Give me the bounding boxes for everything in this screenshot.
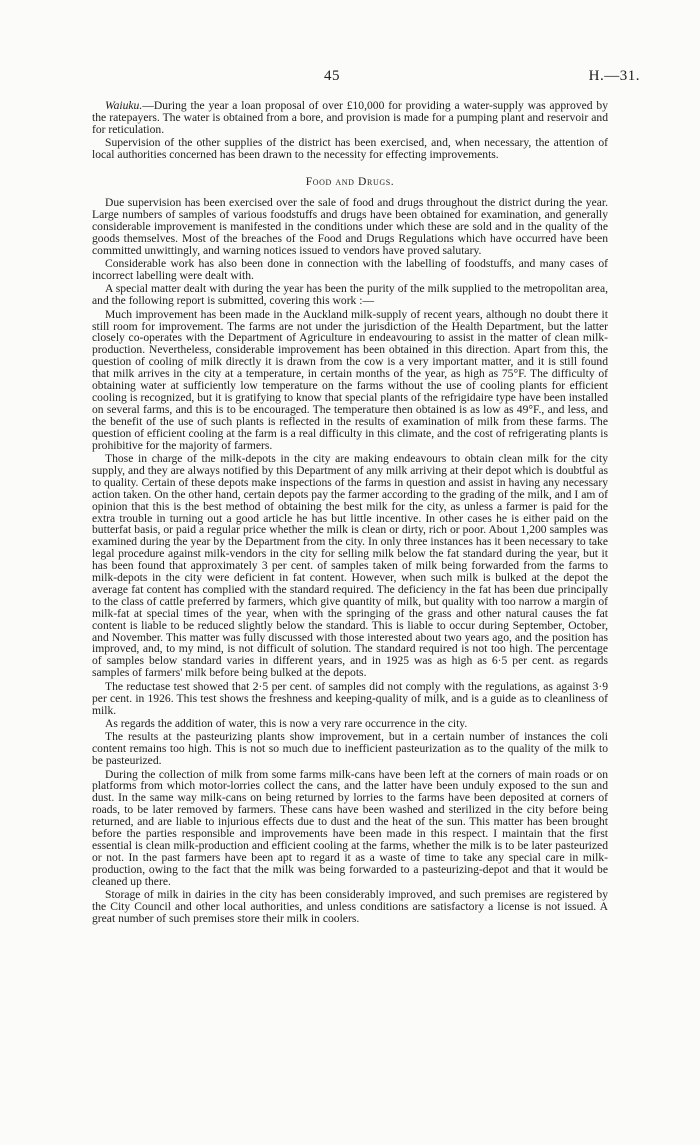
paragraph: During the collection of milk from some farms milk-cans have been left at the corners of main roads or on platforms from which motor-lorries collect the cans, and the latter have been unduly exposed to the sun and dust. In the same way milk-cans on being returned by lorries to the farms have been deposited at corners of roads, to be later removed by farmers. These cans have been washed and sterilized in the city before being returned, and are liable to injurious effects due to dust and the heat of the sun. This matter has been brought before the parties responsible and improvements have been made in this respect. I maintain that the first essential is clean milk-production and efficient cooling at the farms, whether the milk is to be later pasteurized or not. In the past farmers have been apt to regard it as a waste of time to take any special care in milk-production, owing to the fact that the milk was being forwarded to a pasteurizing-depot and that it would be cleaned up there.	[92, 767, 608, 888]
page-header	[0, 68, 700, 88]
paragraph: Due supervision has been exercised over the sale of food and drugs throughout the district during the year. Large numbers of samples of various foodstuffs and drugs have been obtained for examination, and generally considerable improvement is manifested in the conditions under which these are sold and in the quality of the goods themselves. Most of the breaches of the Food and Drugs Regulations which have occurred have been committed unwittingly, and warning notices issued to vendors have proved salutary.	[92, 195, 608, 257]
paragraph-supervision: Supervision of the other supplies of the district has been exercised, and, when necessary, the attention of local authorities concerned has been drawn to the necessity for effecting improvements.	[92, 136, 608, 162]
waiuku-text: —During the year a loan proposal of over £10,000 for providing a water-supply was approved by the ratepayers. The water is obtained from a bore, and provision is made for a pumping plant and reservoir and for reticulation.	[92, 99, 608, 136]
paragraph: Storage of milk in dairies in the city has been considerably improved, and such premises are registered by the City Council and other local authorities, and unless conditions are satisfactory a license is not issued. A great number of such premises store their milk in coolers.	[92, 888, 608, 925]
paragraph: Those in charge of the milk-depots in the city are making endeavours to obtain clean milk for the city supply, and they are always notified by this Department of any milk arriving at their depot which is doubtful as to quality. Certain of these depots make inspections of the farms in question and assist in having any necessary action taken. On the other hand, certain depots pay the farmer according to the grading of the milk, and I am of opinion that this is the best method of obtaining the best milk for the city, as unless a farmer is paid for the extra trouble in turning out a good article he has but little incentive. In other cases he is either paid on the butterfat basis, or paid a regular price whether the milk is clean or dirty, rich or poor. About 1,200 samples was examined during the year by the Department from the city. In only three instances has it been necessary to take legal procedure against milk-vendors in the city for selling milk below the fat standard during the year, but it has been found that approximately 3 per cent. of samples taken of milk being forwarded from the farms to milk-depots in the city were deficient in fat content. However, when such milk is bulked at the depot the average fat content has complied with the standard required. The deficiency in the fat has been due principally to the class of cattle preferred by farmers, which give quantity of milk, but quality with too narrow a margin of milk-fat at special times of the year, when with the springing of the grass and other natural causes the fat content is liable to be reduced slightly below the standard. This is liable to occur during September, October, and November. This matter was fully discussed with those interested about two years ago, and the position has improved, and, to my mind, is not difficult of solution. The standard required is not too high. The percentage of samples below standard varies in different years, and in 1925 was as high as 6·5 per cent. as regards samples of farmers' milk before being bulked at the depots.	[92, 451, 608, 680]
paragraph: As regards the addition of water, this is now a very rare occurrence in the city.	[105, 716, 468, 730]
paragraph: A special matter dealt with during the year has been the purity of the milk supplied to the metropolitan area, and the following report is submitted, covering this work :—	[92, 282, 608, 308]
paragraph: Considerable work has also been done in connection with the labelling of foodstuffs, and many cases of incorrect labelling were dealt with.	[92, 256, 608, 282]
place-name: Waiuku.	[105, 99, 143, 112]
page-number: 45	[324, 68, 340, 84]
paragraph: The results at the pasteurizing plants show improvement, but in a certain number of instances the coli content remains too high. This is not so much due to inefficient pasteurization as to the quality of the milk to be pasteurized.	[92, 730, 608, 768]
paragraph: The reductase test showed that 2·5 per cent. of samples did not comply with the regulations, as against 3·9 per cent. in 1926. This test shows the freshness and keeping-quality of milk, and is a guide as to cleanliness of milk.	[92, 679, 608, 717]
paragraph: Much improvement has been made in the Auckland milk-supply of recent years, although no doubt there it still room for improvement. The farms are not under the jurisdiction of the Health Department, but the latter closely co-operates with the Department of Agriculture in endeavouring to assist in the matter of clean milk-production. Nevertheless, considerable improvement has been obtained in this direction. Apart from this, the question of cooling of milk directly it is drawn from the cow is a very important matter, and it is still found that milk arrives in the city at a temperature, in certain months of the year, as high as 75°F. The difficulty of obtaining water at sufficiently low temperature on the farms without the use of cooling plants for efficient cooling is recognized, but it is gratifying to know that special plants of the refrigidaire type have been installed on several farms, and this is to be encouraged. The temperature then obtained is as low as 49°F., and less, and the benefit of the use of such plants is reflected in the results of examination of milk from these farms. The question of efficient cooling at the farm is a real difficulty in this climate, and the cost of refrigerating plants is prohibitive for the majority of farmers.	[92, 307, 608, 452]
paragraph-waiuku	[92, 100, 608, 136]
section-heading: Food and Drugs.	[305, 175, 395, 189]
document-reference: H.—31.	[588, 68, 640, 84]
body-text	[92, 100, 608, 926]
